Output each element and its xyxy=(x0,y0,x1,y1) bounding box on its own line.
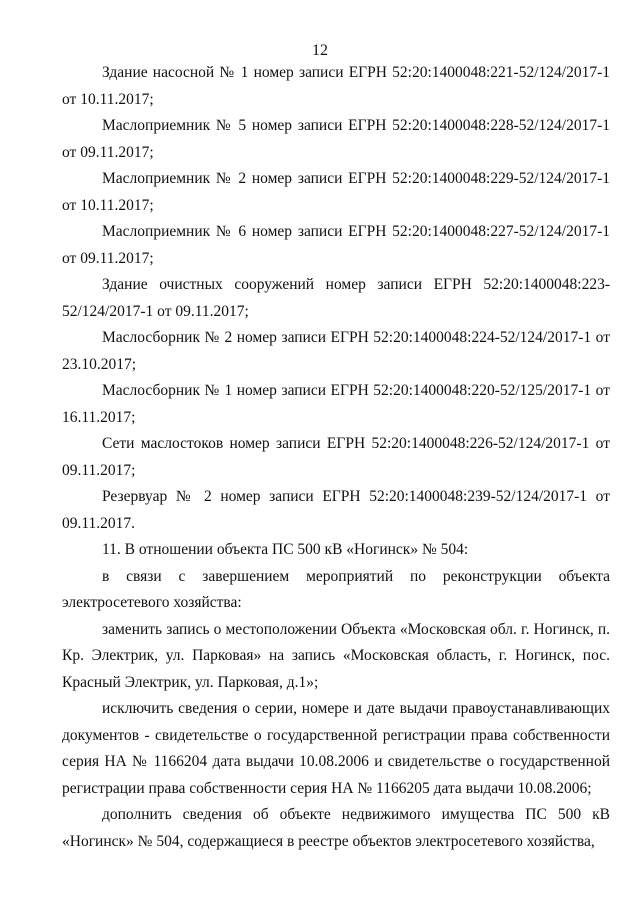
paragraph-oil-collector-2: Маслосборник № 2 номер записи ЕГРН 52:20:1400048:224-52/124/2017-1 от 23.10.2017; xyxy=(62,329,610,373)
paragraph-section-11-heading: 11. В отношении объекта ПС 500 кВ «Ногинск» № 504: xyxy=(102,541,469,558)
paragraph-oil-drain-networks: Сети маслостоков номер записи ЕГРН 52:20:1400048:226-52/124/2017-1 от 09.11.2017; xyxy=(62,435,610,479)
paragraph-treatment-facilities: Здание очистных сооружений номер записи ЕГРН 52:20:1400048:223-52/124/2017-1 от 09.11.2017; xyxy=(62,276,610,320)
paragraph-supplement-info: дополнить сведения об объекте недвижимого имущества ПС 500 кВ «Ногинск» № 504, содержащиеся в реестре объектов электросетевого хозяйства, xyxy=(62,806,610,850)
document-body xyxy=(62,60,610,855)
paragraph-oil-collector-1: Маслосборник № 1 номер записи ЕГРН 52:20:1400048:220-52/125/2017-1 от 16.11.2017; xyxy=(62,382,610,426)
paragraph-oil-receiver-2: Маслоприемник № 2 номер записи ЕГРН 52:20:1400048:229-52/124/2017-1 от 10.11.2017; xyxy=(62,170,610,214)
paragraph-exclude-documents: исключить сведения о серии, номере и дате выдачи правоустанавливающих документов - свидетельстве о государственной регистрации права собственности серия НА № 1166204 дата выдачи 10.08.2006 и свидетельстве о государственной регистрации права собственности серия НА № 1166205 дата выдачи 10.08.2006; xyxy=(62,700,610,797)
paragraph-replace-location: заменить запись о местоположении Объекта «Московская обл. г. Ногинск, п. Кр. Электрик, ул. Парковая» на запись «Московская область, г. Ногинск, пос. Красный Электрик, ул. Парковая, д.1»; xyxy=(62,620,610,691)
paragraph-pump-building-1: Здание насосной № 1 номер записи ЕГРН 52:20:1400048:221-52/124/2017-1 от 10.11.2017; xyxy=(62,64,610,108)
paragraph-reservoir-2: Резервуар № 2 номер записи ЕГРН 52:20:1400048:239-52/124/2017-1 от 09.11.2017. xyxy=(62,488,610,532)
paragraph-oil-receiver-5: Маслоприемник № 5 номер записи ЕГРН 52:20:1400048:228-52/124/2017-1 от 09.11.2017; xyxy=(62,117,610,161)
page-number: 12 xyxy=(312,42,328,59)
paragraph-oil-receiver-6: Маслоприемник № 6 номер записи ЕГРН 52:20:1400048:227-52/124/2017-1 от 09.11.2017; xyxy=(62,223,610,267)
paragraph-reconstruction-reason: в связи с завершением мероприятий по реконструкции объекта электросетевого хозяйства: xyxy=(62,567,610,611)
